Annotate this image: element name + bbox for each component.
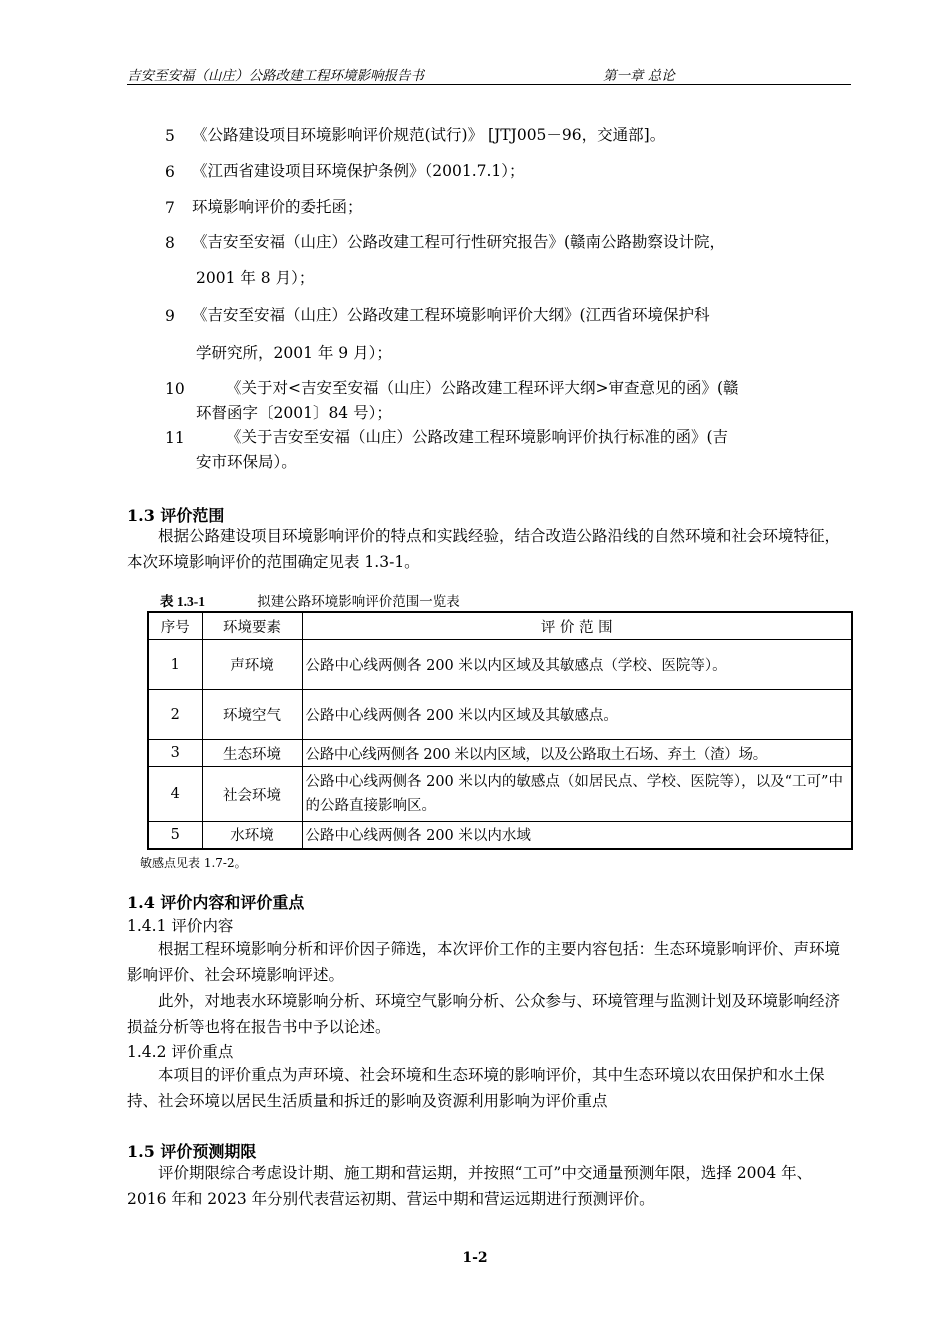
header-chapter: 第一章 总论	[603, 68, 675, 84]
paragraph: 此外，对地表水环境影响分析、环境空气影响分析、公众参与、环境管理与监测计划及环境影响经济损益分析等也将在报告书中予以论述。	[127, 992, 841, 1036]
subsection-heading: 1.4.1 评价内容	[127, 917, 234, 935]
scope-table	[147, 611, 853, 850]
ref-line: 学研究所，2001 年 9 月）；	[196, 344, 392, 362]
page-number: 1-2	[462, 1250, 488, 1266]
table-note: 敏感点见表 1.7-2。	[140, 856, 247, 870]
table-row	[148, 740, 852, 767]
ref-line: 《关于吉安至安福（山庄）公路改建工程环境影响评价执行标准的函》(吉	[226, 428, 729, 446]
paragraph: 根据工程环境影响分析和评价因子筛选，本次评价工作的主要内容包括：生态环境影响评价、声环境影响评价、社会环境影响评述。	[127, 940, 841, 984]
column-header: 环境要素	[202, 612, 302, 640]
ref-line: 《关于对<吉安至安福（山庄）公路改建工程环评大纲>审查意见的函》(赣	[226, 379, 739, 397]
ref-line: 《江西省建设项目环境保护条例》（2001.7.1）；	[192, 162, 525, 180]
cell: 生态环境	[202, 740, 302, 767]
table-title: 拟建公路环境影响评价范围一览表	[257, 594, 460, 610]
paragraph: 本项目的评价重点为声环境、社会环境和生态环境的影响评价，其中生态环境以农田保护和水土保持、社会环境以居民生活质量和拆迁的影响及资源利用影响为评价重点	[127, 1066, 825, 1110]
table-caption	[160, 590, 460, 610]
table-row	[148, 640, 852, 690]
cell: 5	[148, 822, 202, 849]
ref-line: 《公路建设项目环境影响评价规范(试行)》 [JTJ005－96，交通部]。	[192, 126, 666, 144]
table-row	[148, 767, 852, 822]
ref-line: 2001 年 8 月）；	[196, 269, 315, 287]
ref-line: 安市环保局）。	[196, 453, 297, 471]
paragraph: 评价期限综合考虑设计期、施工期和营运期，并按照“工可”中交通量预测年限，选择 2004 年、2016 年和 2023 年分别代表营运初期、营运中期和营运远期进行预测评价。	[127, 1164, 813, 1208]
cell: 声环境	[202, 640, 302, 690]
paragraph: 根据公路建设项目环境影响评价的特点和实践经验，结合改造公路沿线的自然环境和社会环境特征，本次环境影响评价的范围确定见表 1.3-1。	[127, 527, 841, 571]
ref-line: 《吉安至安福（山庄）公路改建工程环境影响评价大纲》(江西省环境保护科	[192, 306, 710, 324]
ref-number: 5	[165, 127, 175, 145]
header-doc-title: 吉安至安福（山庄）公路改建工程环境影响报告书	[127, 68, 424, 84]
ref-number: 8	[165, 234, 175, 252]
cell: 4	[148, 767, 202, 822]
subsection-heading: 1.4.2 评价重点	[127, 1043, 234, 1061]
cell: 公路中心线两侧各 200 米以内区域及其敏感点（学校、医院等）。	[302, 640, 852, 690]
ref-line: 环督函字〔2001〕84 号）；	[196, 404, 392, 422]
section-heading: 1.4 评价内容和评价重点	[127, 893, 305, 912]
ref-line: 环境影响评价的委托函；	[192, 198, 363, 216]
ref-number: 7	[165, 199, 175, 217]
cell: 1	[148, 640, 202, 690]
column-header: 序号	[148, 612, 202, 640]
table-row	[148, 690, 852, 740]
section-heading: 1.5 评价预测期限	[127, 1142, 257, 1161]
cell: 公路中心线两侧各 200 米以内区域，以及公路取土石场、弃土（渣）场。	[302, 740, 852, 767]
cell: 公路中心线两侧各 200 米以内区域及其敏感点。	[302, 690, 852, 740]
ref-number: 9	[165, 307, 175, 325]
cell: 公路中心线两侧各 200 米以内水域	[302, 822, 852, 849]
ref-number: 11	[165, 429, 185, 447]
page-header	[127, 64, 851, 85]
section-heading: 1.3 评价范围	[127, 506, 225, 525]
table-row	[148, 822, 852, 849]
ref-number: 6	[165, 163, 175, 181]
column-header: 评 价 范 围	[302, 612, 852, 640]
ref-line: 《吉安至安福（山庄）公路改建工程可行性研究报告》(赣南公路勘察设计院，	[192, 233, 726, 251]
cell: 公路中心线两侧各 200 米以内的敏感点（如居民点、学校、医院等），以及“工可”中的公路直接影响区。	[302, 767, 852, 822]
cell: 水环境	[202, 822, 302, 849]
cell: 社会环境	[202, 767, 302, 822]
ref-number: 10	[165, 380, 185, 398]
table-header-row	[148, 612, 852, 640]
cell: 环境空气	[202, 690, 302, 740]
cell: 3	[148, 740, 202, 767]
table-number: 表 1.3-1	[160, 594, 205, 609]
cell: 2	[148, 690, 202, 740]
